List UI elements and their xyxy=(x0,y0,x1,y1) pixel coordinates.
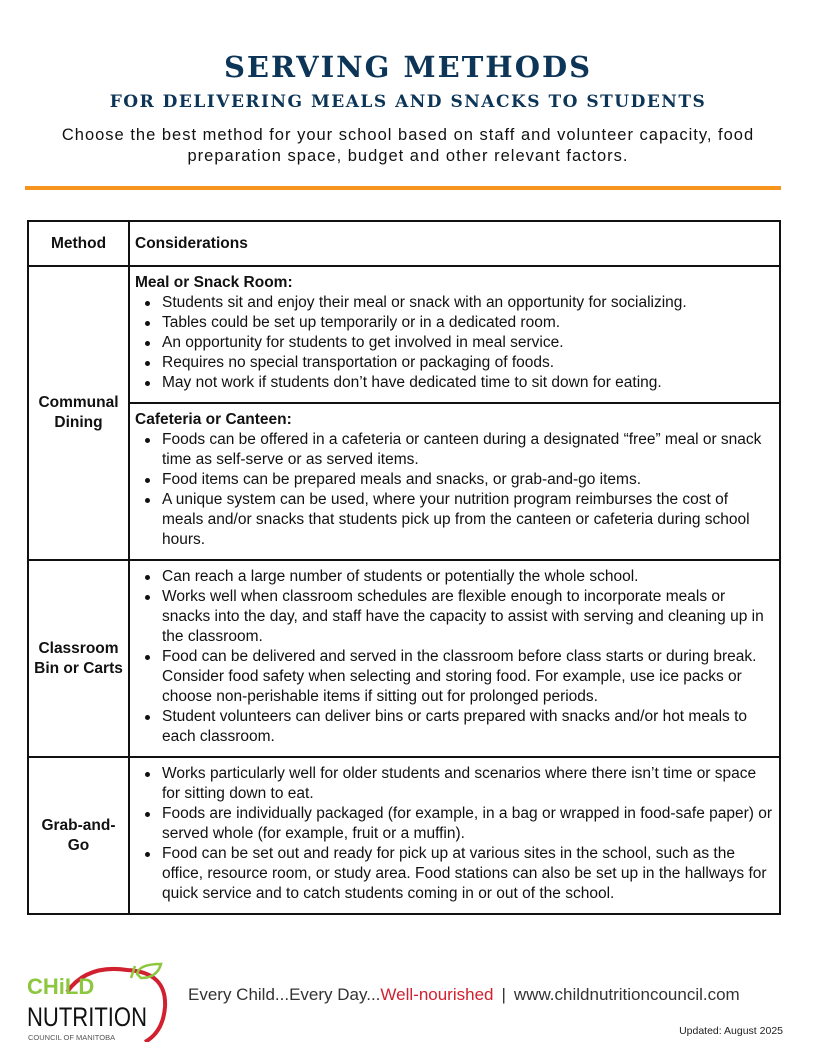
method-classroom-bin: Classroom Bin or Carts xyxy=(28,560,129,757)
bullet-list xyxy=(135,293,773,393)
list-item: Tables could be set up temporarily or in a dedicated room. xyxy=(135,313,773,333)
section-heading: Cafeteria or Canteen: xyxy=(135,411,292,428)
website-link[interactable]: www.childnutritioncouncil.com xyxy=(513,985,740,1004)
list-item: Student volunteers can deliver bins or carts prepared with snacks and/or hot meals to each classroom. xyxy=(135,707,773,747)
considerations-cell xyxy=(129,266,780,403)
column-header-method: Method xyxy=(28,221,129,266)
tagline-separator: | xyxy=(501,985,506,1004)
page-subtitle: FOR DELIVERING MEALS AND SNACKS TO STUDENTS xyxy=(109,92,707,112)
serving-methods-table xyxy=(27,220,781,915)
page-title: SERVING METHODS xyxy=(223,50,593,84)
list-item: Food items can be prepared meals and snacks, or grab-and-go items. xyxy=(135,470,773,490)
bullet-list xyxy=(135,567,773,747)
table-row xyxy=(28,403,780,560)
svg-text:NUTRITION: NUTRITION xyxy=(27,1002,147,1032)
column-header-considerations: Considerations xyxy=(129,221,780,266)
considerations-cell xyxy=(129,757,780,914)
considerations-cell xyxy=(129,560,780,757)
list-item: Foods are individually packaged (for example, in a bag or wrapped in food-safe paper) or served whole (for example, fruit or a muffin). xyxy=(135,804,773,844)
list-item: Food can be delivered and served in the classroom before class starts or during break. Consider food safety when selecting and storing food. For example, use ice packs or choose non-perishable items if sitting out for prolonged periods. xyxy=(135,647,773,707)
method-grab-and-go: Grab-and-Go xyxy=(28,757,129,914)
list-item: May not work if students don’t have dedicated time to sit down for eating. xyxy=(135,373,773,393)
list-item: Requires no special transportation or packaging of foods. xyxy=(135,353,773,373)
list-item: A unique system can be used, where your nutrition program reimburses the cost of meals and/or snacks that students pick up from the canteen or cafeteria during school hours. xyxy=(135,490,773,550)
list-item: Food can be set out and ready for pick up at various sites in the school, such as the office, resource room, or study area. Food stations can also be set up in the hallways for quick service and to catch students coming in or out of the school. xyxy=(135,844,773,904)
method-communal-dining: Communal Dining xyxy=(28,266,129,560)
tagline-highlight: Well-nourished xyxy=(380,985,494,1004)
table-row xyxy=(28,757,780,914)
section-heading: Meal or Snack Room: xyxy=(135,274,293,291)
tagline-text: Every Child...Every Day... xyxy=(188,985,381,1004)
bullet-list xyxy=(135,764,773,904)
apple-logo-icon xyxy=(27,962,172,1042)
updated-date: Updated: August 2025 xyxy=(679,1025,783,1037)
orange-divider xyxy=(25,186,781,190)
list-item: Works particularly well for older students and scenarios where there isn’t time or space for sitting down to eat. xyxy=(135,764,773,804)
list-item: Works well when classroom schedules are flexible enough to incorporate meals or snacks into the day, and staff have the capacity to assist with serving and cleaning up in the classroom. xyxy=(135,587,773,647)
intro-text: Choose the best method for your school based on staff and volunteer capacity, food preparation space, budget and other relevant factors. xyxy=(61,126,755,165)
considerations-cell xyxy=(129,403,780,560)
footer-tagline xyxy=(188,985,740,1005)
table-row xyxy=(28,266,780,403)
list-item: An opportunity for students to get involved in meal service. xyxy=(135,333,773,353)
bullet-list xyxy=(135,430,773,550)
svg-text:CHiLD: CHiLD xyxy=(27,974,95,999)
list-item: Foods can be offered in a cafeteria or canteen during a designated “free” meal or snack time as self-serve or as served items. xyxy=(135,430,773,470)
list-item: Students sit and enjoy their meal or snack with an opportunity for socializing. xyxy=(135,293,773,313)
svg-text:COUNCIL OF MANITOBA: COUNCIL OF MANITOBA xyxy=(28,1033,116,1042)
table-header-row xyxy=(28,221,780,266)
list-item: Can reach a large number of students or potentially the whole school. xyxy=(135,567,773,587)
table-row xyxy=(28,560,780,757)
child-nutrition-council-logo xyxy=(27,962,172,1042)
